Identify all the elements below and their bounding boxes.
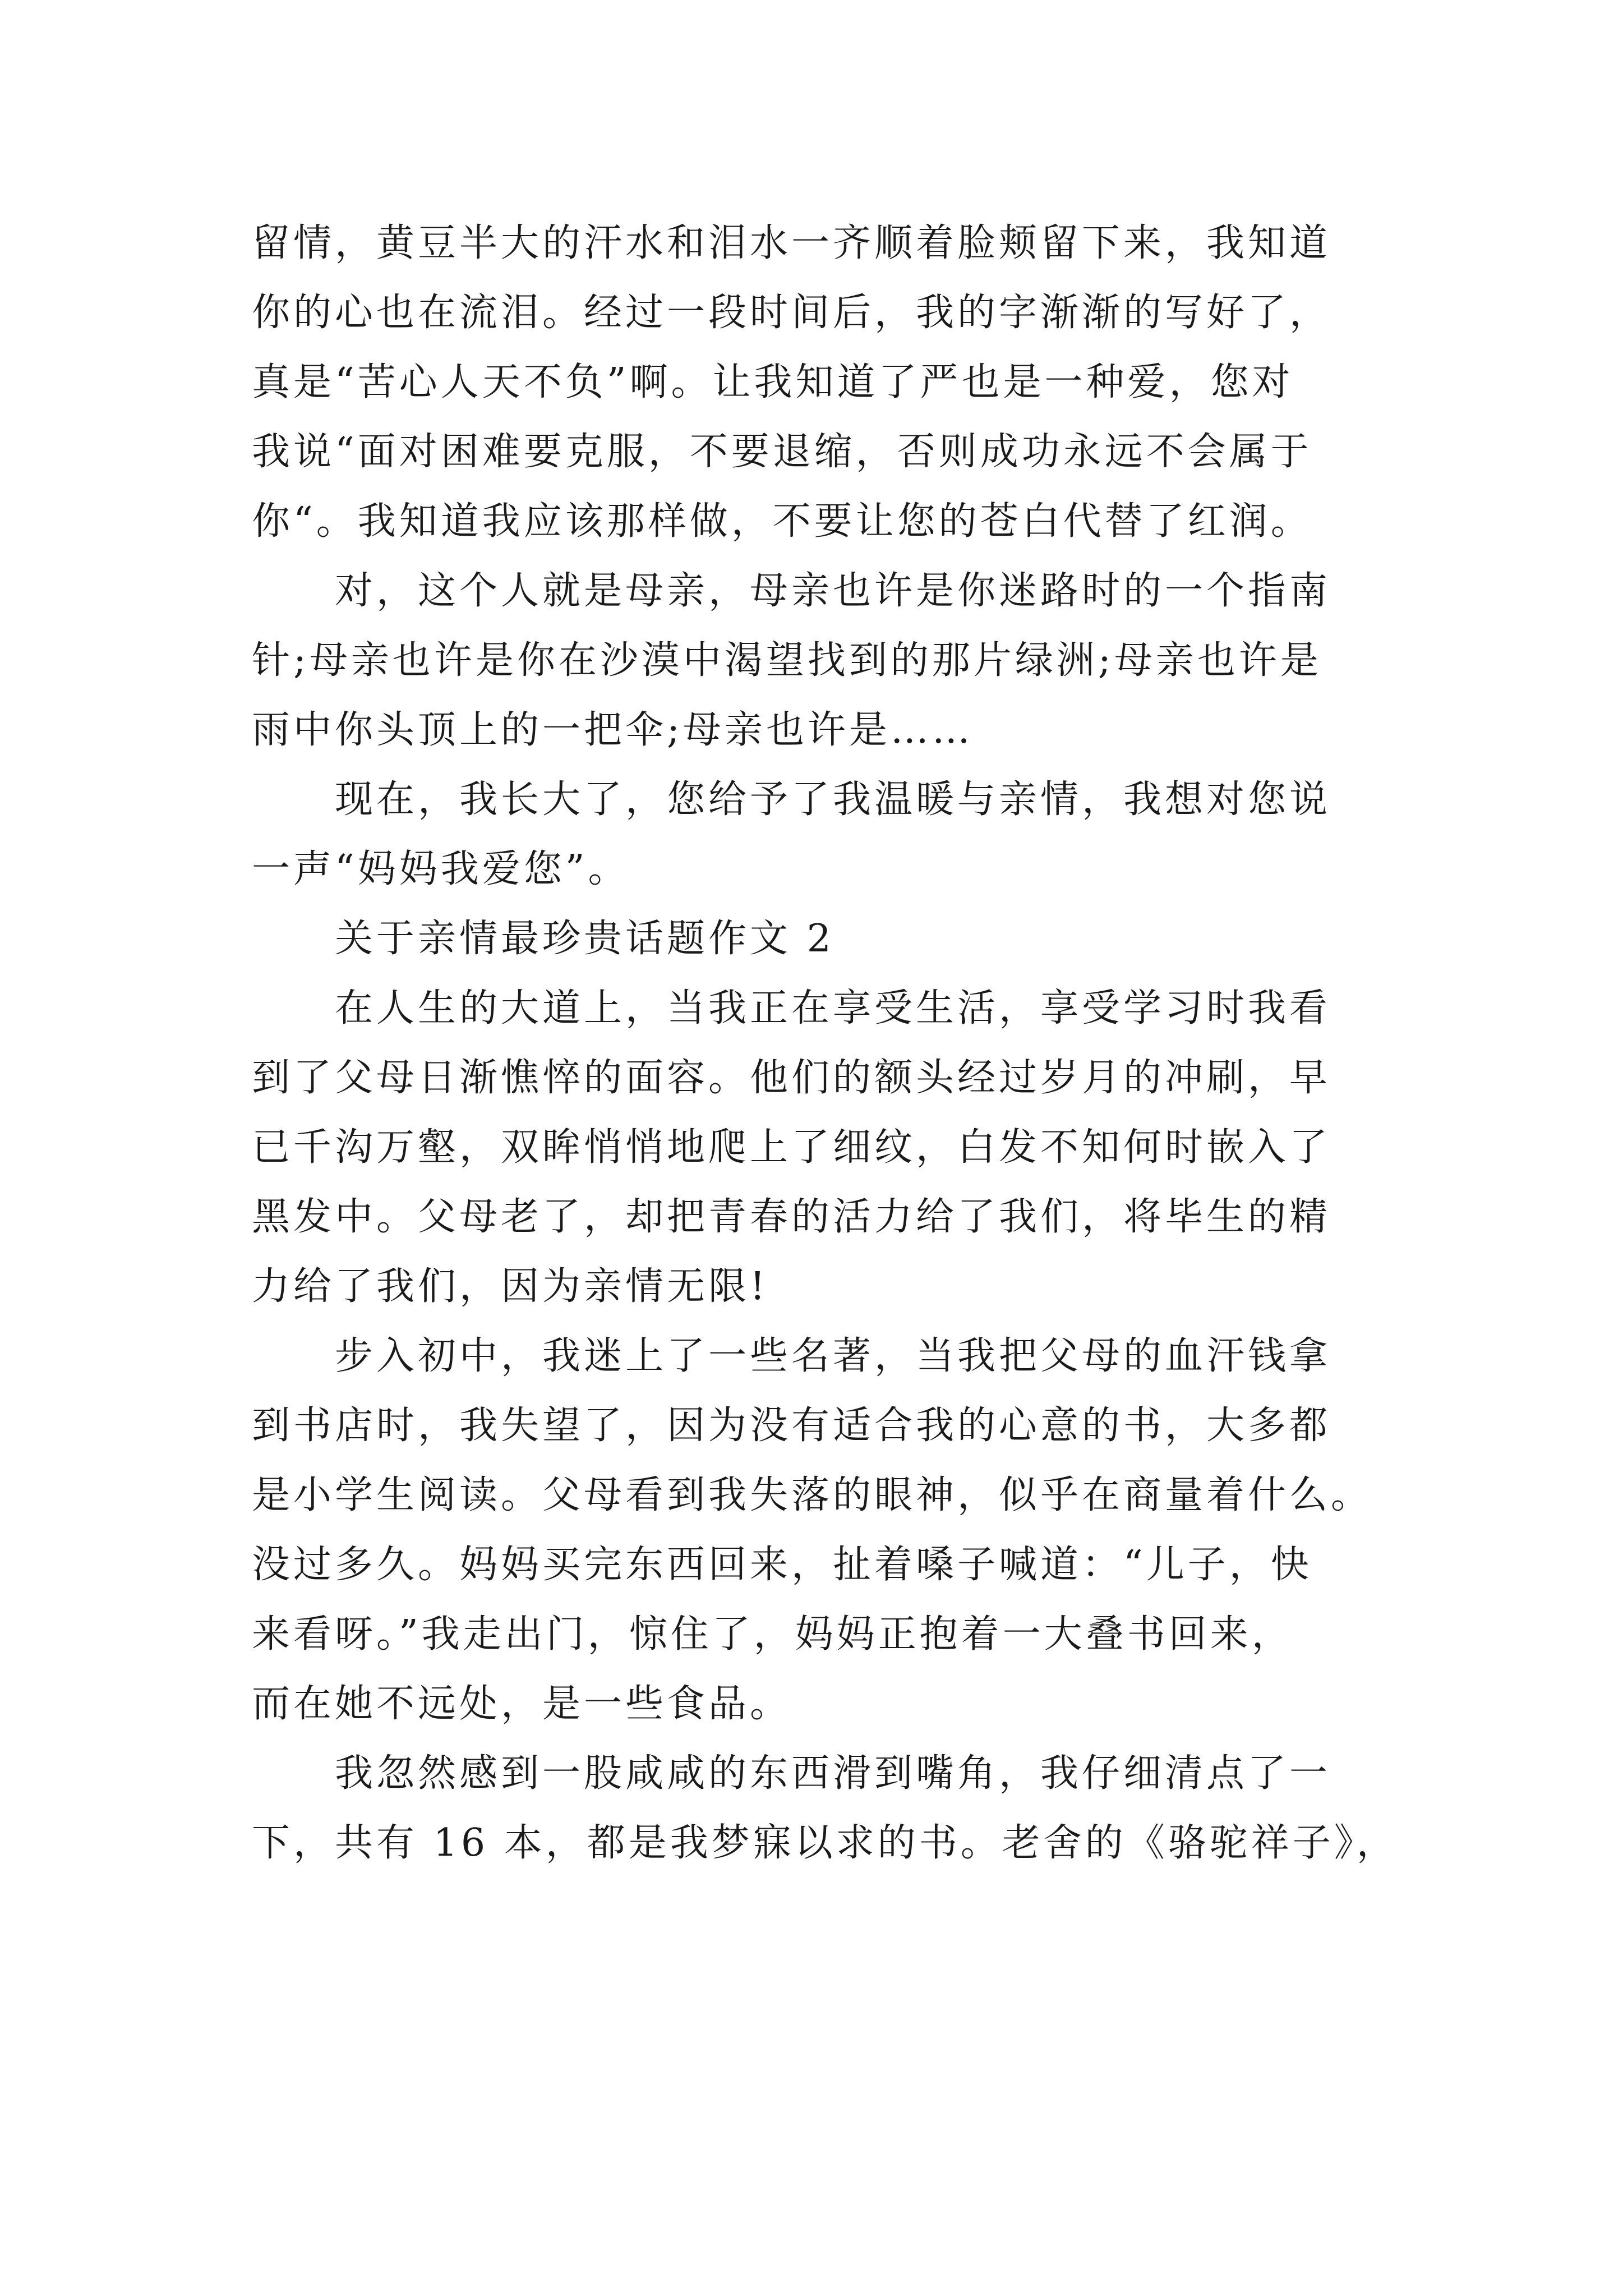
text-line: 雨中你头顶上的一把伞;母亲也许是……	[252, 708, 974, 752]
text-line: 在人生的大道上，当我正在享受生活，享受学习时我看	[335, 986, 1331, 1030]
text-line: 你的心也在流泪。经过一段时间后，我的字渐渐的写好了，	[252, 291, 1331, 335]
text-line: 对，这个人就是母亲，母亲也许是你迷路时的一个指南	[335, 569, 1331, 613]
text-line: 已千沟万壑，双眸悄悄地爬上了细纹，白发不知何时嵌入了	[252, 1125, 1331, 1170]
text-line: 一声“妈妈我爱您”。	[252, 847, 630, 891]
text-line: 步入初中，我迷上了一些名著，当我把父母的血汗钱拿	[335, 1334, 1331, 1378]
text-line: 力给了我们，因为亲情无限!	[252, 1264, 769, 1309]
text-line: 来看呀。”我走出门，惊住了，妈妈正抱着一大叠书回来，	[252, 1612, 1293, 1657]
text-line: 我说“面对困难要克服，不要退缩，否则成功永远不会属于	[252, 430, 1312, 474]
text-line: 而在她不远处，是一些食品。	[252, 1682, 792, 1726]
text-line: 我忽然感到一股咸咸的东西滑到嘴角，我仔细清点了一	[335, 1751, 1331, 1796]
text-line: 到书店时，我失望了，因为没有适合我的心意的书，大多都	[252, 1404, 1331, 1448]
text-line: 真是“苦心人天不负”啊。让我知道了严也是一种爱，您对	[252, 360, 1294, 404]
text-line: 没过多久。妈妈买完东西回来，扯着嗓子喊道：“儿子，快	[252, 1543, 1312, 1587]
text-line: 黑发中。父母老了，却把青春的活力给了我们，将毕生的精	[252, 1195, 1331, 1239]
text-line: 是小学生阅读。父母看到我失落的眼神，似乎在商量着什么。	[252, 1473, 1373, 1517]
text-line: 你“。我知道我应该那样做，不要让您的苍白代替了红润。	[252, 499, 1312, 544]
text-line: 针;母亲也许是你在沙漠中渴望找到的那片绿洲;母亲也许是	[252, 638, 1322, 683]
section-heading: 关于亲情最珍贵话题作文 2	[335, 917, 834, 961]
text-line: 现在，我长大了，您给予了我温暖与亲情，我想对您说	[335, 777, 1331, 822]
text-line: 留情，黄豆半大的汗水和泪水一齐顺着脸颊留下来，我知道	[252, 221, 1331, 265]
text-line: 下，共有 16 本，都是我梦寐以求的书。老舍的《骆驼祥子》，	[252, 1821, 1398, 1865]
text-line: 到了父母日渐憔悴的面容。他们的额头经过岁月的冲刷，早	[252, 1056, 1331, 1100]
